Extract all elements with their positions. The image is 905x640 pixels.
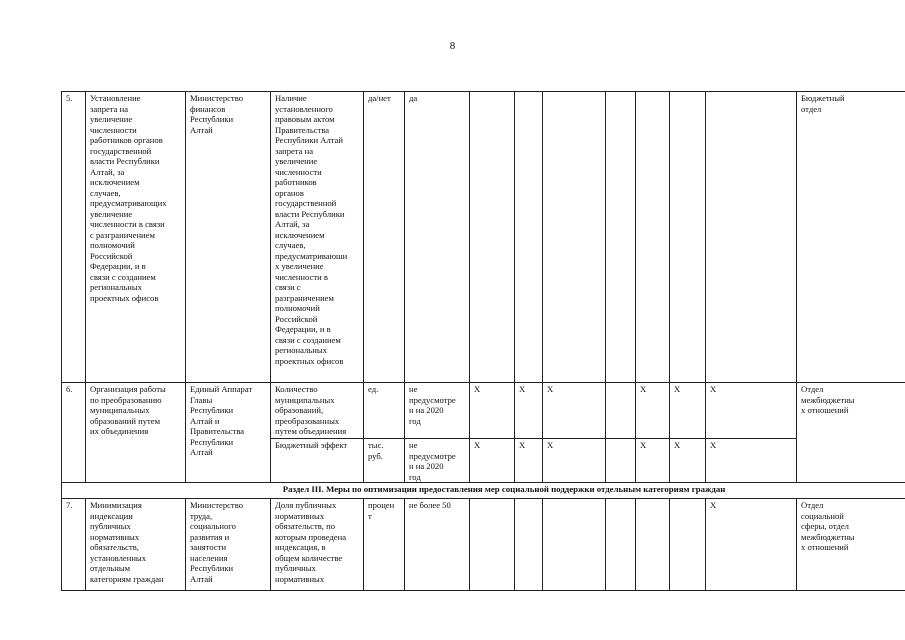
mark-cell [606, 383, 636, 439]
unit-cell: да/нет [364, 92, 405, 383]
mark-cell [470, 92, 515, 383]
mark-cell [606, 92, 636, 383]
mark-cell: X [670, 439, 706, 483]
measure-cell: Установление запрета на увеличение численности работников органов государственной власти Республики Алтай, за исключением случаев, предусматривающих увеличение численности в связи с разграничением полномочий Российской Федерации, и в связи с созданием региональных проектных офисов [86, 92, 186, 383]
section-title: Раздел III. Меры по оптимизации предоставления мер социальной поддержки отдельным категориям граждан [62, 483, 905, 499]
mark-cell: X [515, 383, 543, 439]
mark-cell [515, 499, 543, 591]
mark-cell: X [636, 383, 670, 439]
mark-cell: X [543, 439, 606, 483]
mark-cell [636, 499, 670, 591]
executor-cell: Единый Аппарат Главы Республики Алтай и Правительства Республики Алтай [186, 383, 271, 483]
mark-cell: X [670, 383, 706, 439]
row-number-cell: 7. [62, 499, 86, 591]
mark-cell: X [515, 439, 543, 483]
mark-cell: X [706, 439, 797, 483]
table-row [62, 383, 905, 439]
mark-cell [606, 499, 636, 591]
responsible-cell: Отдел социальной сферы, отдел межбюджетны х отношений [797, 499, 905, 591]
table-row [62, 499, 905, 591]
mark-cell [543, 92, 606, 383]
responsible-cell: Бюджетный отдел [797, 92, 905, 383]
mark-cell [515, 92, 543, 383]
value-cell: не предусмотре н на 2020 год [405, 383, 470, 439]
unit-cell: процен т [364, 499, 405, 591]
value-cell: не предусмотре н на 2020 год [405, 439, 470, 483]
mark-cell [606, 439, 636, 483]
mark-cell [543, 499, 606, 591]
unit-cell: тыс. руб. [364, 439, 405, 483]
measure-cell: Организация работы по преобразованию муниципальных образований путем их объединения [86, 383, 186, 483]
executor-cell: Министерство финансов Республики Алтай [186, 92, 271, 383]
mark-cell: X [706, 383, 797, 439]
mark-cell: X [706, 499, 797, 591]
responsible-cell: Отдел межбюджетны х отношений [797, 383, 905, 483]
value-cell: не более 50 [405, 499, 470, 591]
mark-cell [670, 499, 706, 591]
mark-cell [670, 92, 706, 383]
value-cell: да [405, 92, 470, 383]
mark-cell [636, 92, 670, 383]
executor-cell: Министерство труда, социального развития и занятости населения Республики Алтай [186, 499, 271, 591]
mark-cell: X [543, 383, 606, 439]
mark-cell: X [636, 439, 670, 483]
mark-cell: X [470, 383, 515, 439]
indicator-cell: Бюджетный эффект [271, 439, 364, 483]
table-row [62, 92, 905, 383]
indicator-cell: Количество муниципальных образований, преобразованных путем объединения [271, 383, 364, 439]
mark-cell [470, 499, 515, 591]
measures-table [61, 91, 905, 591]
section-header-row [62, 483, 905, 499]
row-number-cell: 5. [62, 92, 86, 383]
page-number: 8 [449, 40, 456, 52]
unit-cell: ед. [364, 383, 405, 439]
mark-cell [706, 92, 797, 383]
row-number-cell: 6. [62, 383, 86, 483]
mark-cell: X [470, 439, 515, 483]
indicator-cell: Доля публичных нормативных обязательств, по которым проведена индексация, в общем количестве публичных нормативных [271, 499, 364, 591]
measure-cell: Минимизация индексации публичных нормативных обязательств, установленных отдельным категориям граждан [86, 499, 186, 591]
indicator-cell: Наличие установленного правовым актом Правительства Республики Алтай запрета на увеличение численности работников органов государственной власти Республики Алтай, за исключением случаев, предусматриваюши х увеличение численности в связи с разграничением полномочий Российской Федерации, и в связи с созданием региональных проектных офисов [271, 92, 364, 383]
